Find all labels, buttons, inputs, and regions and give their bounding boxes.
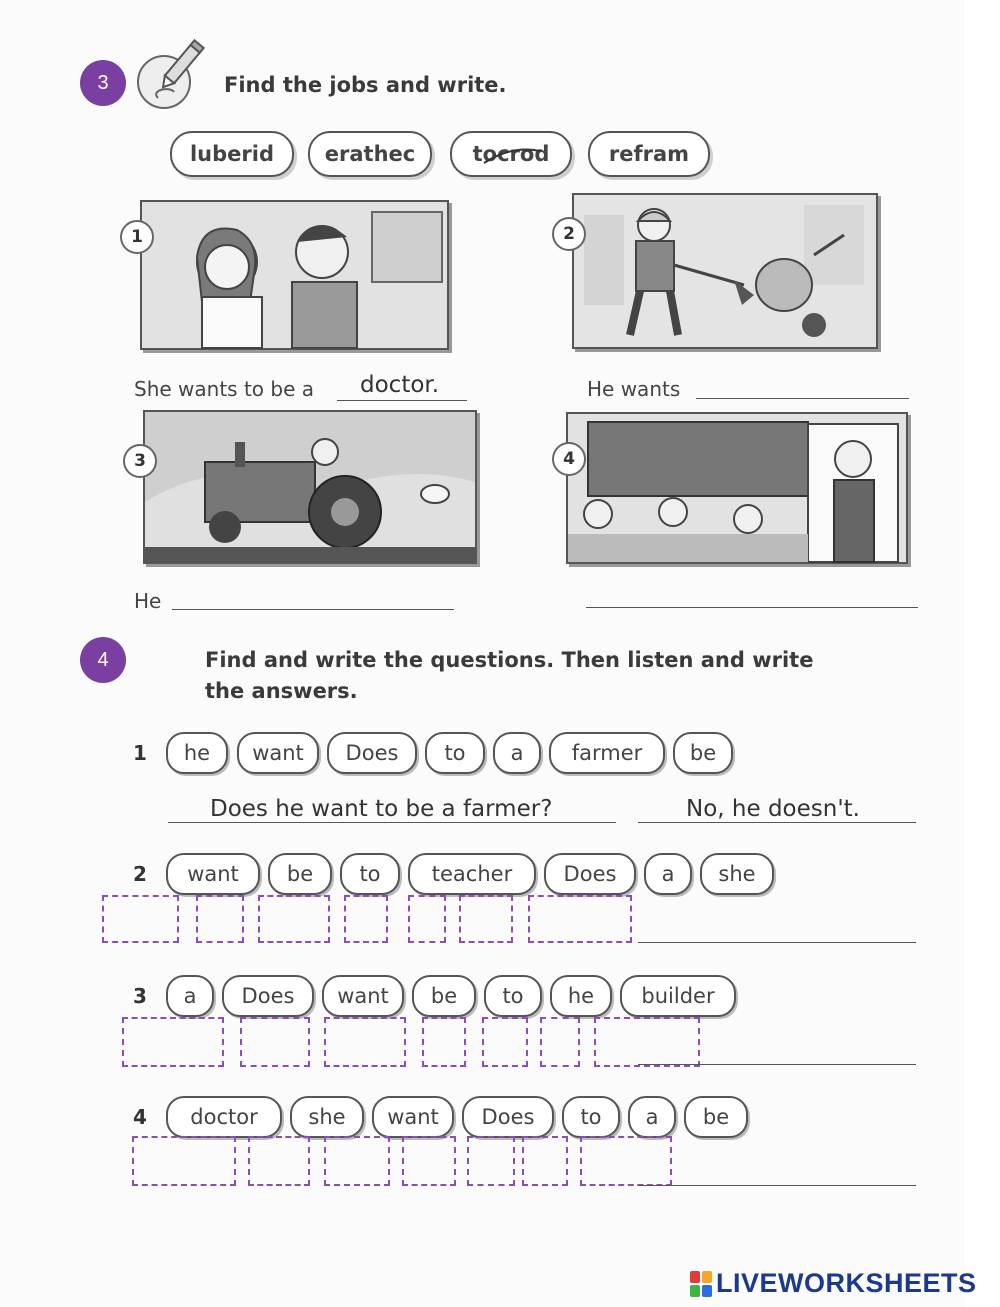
word-chip-text: he: [183, 741, 211, 765]
picture-number-1: [120, 220, 154, 254]
word-chip-text: to: [580, 1105, 602, 1129]
word-chip: [222, 975, 314, 1017]
word-chip-text: be: [702, 1105, 730, 1129]
word-chip: [166, 1096, 282, 1138]
logo-text: LIVEWORKSHEETS: [716, 1268, 977, 1298]
drop-slot[interactable]: [540, 1017, 580, 1067]
question-1-answer: No, he doesn't.: [686, 796, 860, 822]
word-chip-text: doctor: [190, 1105, 258, 1129]
word-chip-text: Does: [241, 984, 295, 1008]
word-chip: [493, 732, 541, 774]
word-chip-text: want: [187, 862, 239, 886]
section-4-badge: [80, 637, 126, 683]
answer-1-text: doctor.: [360, 372, 440, 398]
question-2-number: 2: [133, 862, 147, 886]
picture-number-text: 2: [563, 224, 575, 244]
word-chip-text: Does: [563, 862, 617, 886]
word-chip: [290, 1096, 364, 1138]
drop-slot[interactable]: [324, 1136, 390, 1186]
drop-slot[interactable]: [522, 1136, 568, 1186]
picture-number-3: [123, 444, 157, 478]
scrambled-word: [588, 131, 710, 177]
word-chip: [425, 732, 485, 774]
word-chip-text: be: [689, 741, 717, 765]
answer-line-2[interactable]: [696, 398, 909, 399]
scrambled-word-text: tocrod: [472, 142, 550, 166]
word-chip-text: be: [286, 862, 314, 886]
drop-slot[interactable]: [580, 1136, 672, 1186]
word-chip: [549, 732, 665, 774]
sentence-1-prompt: She wants to be a: [134, 377, 314, 401]
sentence-3-prompt: He: [134, 589, 162, 613]
answer-1-line: [638, 822, 916, 823]
word-chip-text: a: [645, 1105, 659, 1129]
section-4-instruction-line-2: the answers.: [205, 679, 358, 703]
answer-3-line[interactable]: [638, 1064, 916, 1065]
word-chip: [684, 1096, 748, 1138]
answer-line-3[interactable]: [172, 609, 454, 610]
doctor-illustration: [142, 202, 447, 348]
answer-2-line[interactable]: [638, 942, 916, 943]
word-chip-text: a: [183, 984, 197, 1008]
word-chip: [237, 732, 319, 774]
picture-number-text: 1: [131, 227, 143, 247]
drop-slot[interactable]: [402, 1136, 456, 1186]
drop-slot[interactable]: [422, 1017, 466, 1067]
word-chip-text: a: [510, 741, 524, 765]
picture-number-4: [552, 442, 586, 476]
farmer-illustration: [145, 412, 475, 562]
scrambled-word-text: refram: [608, 142, 690, 166]
question-4-number: 4: [133, 1105, 147, 1129]
drop-slot[interactable]: [240, 1017, 310, 1067]
word-chip-text: a: [661, 862, 675, 886]
word-chip: [462, 1096, 554, 1138]
section-3-badge: [80, 60, 126, 106]
teacher-illustration: [568, 414, 906, 562]
drop-slot[interactable]: [122, 1017, 224, 1067]
word-chip: [327, 732, 417, 774]
word-chip-text: to: [502, 984, 524, 1008]
word-chip: [700, 853, 774, 895]
builder-illustration: [574, 195, 876, 347]
picture-number-text: 3: [134, 451, 146, 471]
word-chip: [268, 853, 332, 895]
question-1-number: 1: [133, 741, 147, 765]
liveworksheets-logo: [690, 1268, 977, 1299]
word-chip: [484, 975, 542, 1017]
drop-slot[interactable]: [102, 895, 179, 943]
scrambled-word: [170, 131, 294, 177]
word-chip-text: be: [430, 984, 458, 1008]
question-1-question: Does he want to be a farmer?: [210, 796, 553, 822]
word-chip: [673, 732, 733, 774]
word-chip: [340, 853, 400, 895]
section-3-instruction: Find the jobs and write.: [224, 73, 507, 97]
word-chip: [372, 1096, 454, 1138]
question-3-number: 3: [133, 984, 147, 1008]
word-chip-text: to: [444, 741, 466, 765]
picture-teacher: [563, 412, 908, 564]
drop-slot[interactable]: [459, 895, 513, 943]
drop-slot[interactable]: [594, 1017, 700, 1067]
scrambled-word-crossed: [450, 131, 572, 177]
drop-slot[interactable]: [344, 895, 388, 943]
picture-number-2: [552, 217, 586, 251]
word-chip: [408, 853, 536, 895]
answer-line-1[interactable]: [337, 400, 467, 401]
word-chip: [544, 853, 636, 895]
answer-4-line[interactable]: [638, 1185, 916, 1186]
drop-slot[interactable]: [467, 1136, 515, 1186]
word-chip: [166, 732, 228, 774]
word-chip-text: want: [337, 984, 389, 1008]
drop-slot[interactable]: [258, 895, 330, 943]
word-chip: [412, 975, 476, 1017]
drop-slot[interactable]: [528, 895, 632, 943]
word-chip: [166, 975, 214, 1017]
word-chip-text: builder: [641, 984, 715, 1008]
drop-slot[interactable]: [196, 895, 244, 943]
answer-line-4[interactable]: [586, 607, 918, 608]
sentence-2-prompt: He wants: [587, 377, 681, 401]
picture-farmer: [134, 410, 477, 564]
word-chip-text: she: [308, 1105, 346, 1129]
question-1-line: [168, 822, 616, 823]
word-chip-text: he: [567, 984, 595, 1008]
word-chip-text: farmer: [571, 741, 643, 765]
picture-number-text: 4: [563, 449, 575, 469]
strike-mark: [482, 143, 542, 167]
word-chip: [166, 853, 260, 895]
word-chip: [562, 1096, 620, 1138]
word-chip-text: to: [359, 862, 381, 886]
scrambled-word: [308, 131, 432, 177]
scrambled-word-text: erathec: [324, 142, 416, 166]
drop-slot[interactable]: [248, 1136, 310, 1186]
word-chip: [550, 975, 612, 1017]
word-chip-text: Does: [345, 741, 399, 765]
word-chip: [644, 853, 692, 895]
word-chip-text: she: [718, 862, 756, 886]
drop-slot[interactable]: [482, 1017, 528, 1067]
picture-builder: [563, 193, 878, 349]
word-chip-text: want: [252, 741, 304, 765]
word-chip: [620, 975, 736, 1017]
drop-slot[interactable]: [408, 895, 446, 943]
section-3-number: 3: [97, 71, 109, 94]
drop-slot[interactable]: [132, 1136, 236, 1186]
word-chip: [628, 1096, 676, 1138]
word-chip-text: Does: [481, 1105, 535, 1129]
section-4-number: 4: [97, 648, 109, 671]
scrambled-word-text: luberid: [189, 142, 274, 166]
section-4-instruction-line-1: Find and write the questions. Then listen and write: [205, 648, 814, 672]
word-chip-text: teacher: [431, 862, 513, 886]
picture-doctor: [131, 200, 449, 350]
word-chip: [322, 975, 404, 1017]
pencil-icon: [130, 40, 210, 110]
logo-mark-icon: [690, 1271, 712, 1297]
word-chip-text: want: [387, 1105, 439, 1129]
drop-slot[interactable]: [324, 1017, 406, 1067]
